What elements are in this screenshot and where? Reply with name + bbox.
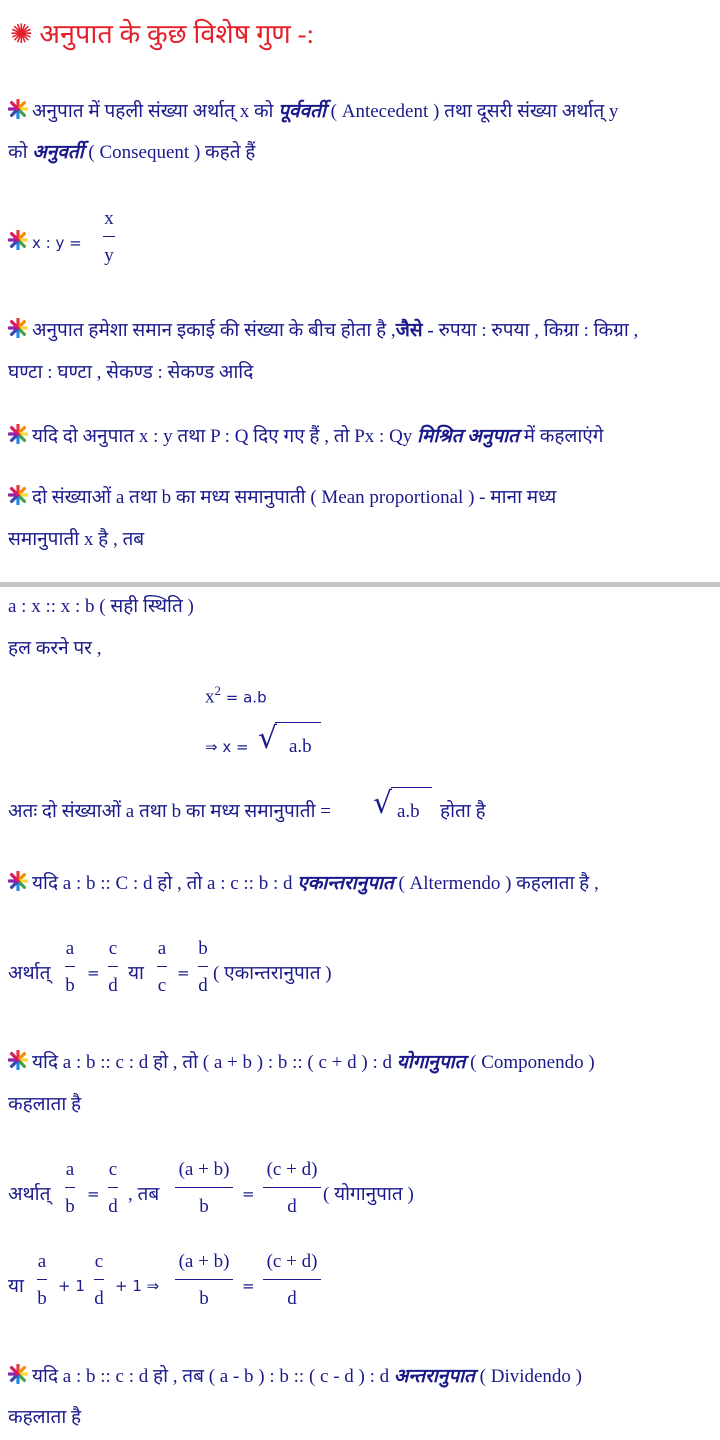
- text: अतः दो संख्याओं a तथा b का मध्य समानुपाती =: [8, 801, 331, 822]
- bullet-star-icon: [8, 871, 28, 891]
- equals: =: [87, 964, 100, 982]
- fraction: [62, 1157, 78, 1220]
- equation-x-sqrt: [205, 734, 249, 760]
- radicand: a.b: [397, 801, 420, 822]
- denominator: d: [287, 1196, 297, 1217]
- para-mean-proportional-line2: समानुपाती x है , तब: [8, 529, 145, 550]
- denominator: y: [104, 245, 114, 266]
- fraction-bar: [37, 1279, 47, 1280]
- prefix: अर्थात्: [8, 1184, 51, 1205]
- para-same-unit-line1: [8, 318, 638, 344]
- numerator: a: [65, 938, 75, 959]
- fraction-bar: [103, 236, 115, 237]
- para-alternendo: [8, 871, 599, 897]
- denominator: d: [94, 1288, 104, 1309]
- radical-sign: √: [258, 721, 278, 756]
- text: ( Antecedent ) तथा दूसरी संख्या अर्थात् y: [325, 101, 619, 122]
- term-dividendo: अन्तरानुपात: [393, 1366, 475, 1387]
- denominator: d: [108, 975, 118, 996]
- bullet-star-icon: [8, 318, 28, 338]
- fraction: [34, 1249, 50, 1312]
- alternendo-label: ( एकान्तरानुपात ): [213, 963, 332, 984]
- text: में कहलाएंगे: [518, 426, 604, 447]
- para-same-unit-line2: घण्टा : घण्टा , सेकण्ड : सेकण्ड आदि: [8, 362, 254, 383]
- numerator: c: [108, 938, 118, 959]
- denominator: c: [157, 975, 167, 996]
- text: ( Componendo ): [465, 1052, 595, 1073]
- numerator: c: [108, 1159, 118, 1180]
- equals: =: [87, 1185, 100, 1203]
- radical-bar: [391, 787, 432, 788]
- fraction-bar: [263, 1279, 321, 1280]
- term-compound-ratio: मिश्रित अनुपात: [417, 426, 519, 447]
- text: को: [8, 142, 33, 163]
- fraction-bar: [263, 1187, 321, 1188]
- prefix: अर्थात्: [8, 963, 51, 984]
- para-componendo-line1: [8, 1050, 595, 1076]
- radical-bar: [275, 722, 321, 723]
- plus-one: + 1: [58, 1277, 85, 1295]
- text: ⇒ x =: [205, 738, 249, 756]
- bullet-star-icon: [8, 424, 28, 444]
- denominator: d: [108, 1196, 118, 1217]
- bullet-star-icon: [8, 1050, 28, 1070]
- bullet-star-icon: [8, 485, 28, 505]
- numerator: b: [198, 938, 208, 959]
- para-antecedent-line1: [8, 99, 618, 125]
- plus-one-implies: + 1 ⇒: [115, 1277, 160, 1295]
- equals: =: [242, 1277, 255, 1295]
- fraction-bar: [175, 1279, 233, 1280]
- text: = a.b: [221, 688, 267, 707]
- page-title: ✺ अनुपात के कुछ विशेष गुण -:: [10, 19, 315, 49]
- numerator: (a + b): [178, 1251, 230, 1272]
- para-mean-proportional-line1: [8, 485, 556, 511]
- fraction: [154, 936, 170, 999]
- prefix: या: [8, 1276, 24, 1297]
- radical-sign: √: [373, 786, 393, 821]
- numerator: a: [157, 938, 167, 959]
- numerator: a: [37, 1251, 47, 1272]
- text: दो संख्याओं a तथा b का मध्य समानुपाती ( Mean proportional ) - माना मध्य: [32, 487, 557, 508]
- equation-x-squared: [205, 678, 267, 710]
- term-alternendo: एकान्तरानुपात: [297, 873, 394, 894]
- numerator: x: [104, 208, 114, 229]
- denominator: d: [198, 975, 208, 996]
- bullet-star-icon: [8, 99, 28, 119]
- fraction: [62, 936, 78, 999]
- para-dividendo-line1: [8, 1364, 582, 1390]
- proportion-statement: a : x :: x : b ( सही स्थिति ): [8, 596, 194, 617]
- para-componendo-line2: कहलाता है: [8, 1094, 82, 1115]
- term-antecedent: पूर्ववर्ती: [278, 101, 326, 122]
- term-example: जैसे -: [395, 320, 434, 341]
- text: यदि a : b :: c : d हो , तो ( a + b ) : b :: ( c + d ) : d: [32, 1052, 397, 1073]
- text: यदि a : b :: C : d हो , तो a : c :: b : d: [32, 873, 298, 894]
- text: ( Consequent ) कहते हैं: [83, 142, 256, 163]
- fraction: [174, 1249, 234, 1312]
- denominator: b: [37, 1288, 47, 1309]
- denominator: b: [65, 1196, 75, 1217]
- text: होता है: [440, 801, 486, 822]
- denominator: b: [199, 1288, 209, 1309]
- section-divider: [0, 582, 720, 587]
- text: x: [205, 686, 215, 708]
- fraction-bar: [108, 1187, 118, 1188]
- fraction-bar: [65, 966, 75, 967]
- fraction-bar: [108, 966, 118, 967]
- ratio-definition: [8, 230, 82, 256]
- bullet-star-icon: [8, 230, 28, 250]
- fraction-bar: [198, 966, 208, 967]
- para-compound-ratio: [8, 424, 603, 450]
- exponent: 2: [214, 683, 221, 698]
- text: यदि दो अनुपात x : y तथा P : Q दिए गए हैं , तो Px : Qy: [32, 426, 418, 447]
- fraction: [262, 1157, 322, 1220]
- para-dividendo-line2: कहलाता है: [8, 1407, 82, 1428]
- fraction: [91, 1249, 107, 1312]
- term-consequent: अनुवर्ती: [32, 142, 84, 163]
- fraction: [195, 936, 211, 999]
- componendo-label: ( योगानुपात ): [323, 1184, 414, 1205]
- fraction-bar: [65, 1187, 75, 1188]
- bullet-star-icon: [8, 1364, 28, 1384]
- numerator: (c + d): [266, 1159, 318, 1180]
- fraction-bar: [157, 966, 167, 967]
- fraction: [174, 1157, 234, 1220]
- text: अनुपात हमेशा समान इकाई की संख्या के बीच होता है ,: [32, 320, 396, 341]
- text: यदि a : b :: c : d हो , तब ( a - b ) : b :: ( c - d ) : d: [32, 1366, 394, 1387]
- or-label: या: [128, 963, 144, 984]
- text: ( Dividendo ): [474, 1366, 583, 1387]
- denominator: b: [65, 975, 75, 996]
- solving-label: हल करने पर ,: [8, 638, 102, 659]
- numerator: a: [65, 1159, 75, 1180]
- fraction-bar: [94, 1279, 104, 1280]
- fraction: [105, 1157, 121, 1220]
- text: अनुपात में पहली संख्या अर्थात् x को: [32, 101, 279, 122]
- ratio-lhs: x : y =: [32, 234, 82, 252]
- fraction-bar: [175, 1187, 233, 1188]
- numerator: (c + d): [266, 1251, 318, 1272]
- term-componendo: योगानुपात: [396, 1052, 466, 1073]
- fraction-x-over-y: [99, 206, 119, 269]
- numerator: c: [94, 1251, 104, 1272]
- denominator: b: [199, 1196, 209, 1217]
- then-label: , तब: [128, 1184, 160, 1205]
- text: रुपया : रुपया , किग्रा : किग्रा ,: [433, 320, 639, 341]
- denominator: d: [287, 1288, 297, 1309]
- text: ( Altermendo ) कहलाता है ,: [393, 873, 599, 894]
- radicand: a.b: [289, 736, 312, 757]
- mean-proportional-result: [8, 799, 331, 825]
- fraction: [105, 936, 121, 999]
- numerator: (a + b): [178, 1159, 230, 1180]
- equals: =: [177, 964, 190, 982]
- fraction: [262, 1249, 322, 1312]
- equals: =: [242, 1185, 255, 1203]
- para-antecedent-line2: [8, 140, 255, 166]
